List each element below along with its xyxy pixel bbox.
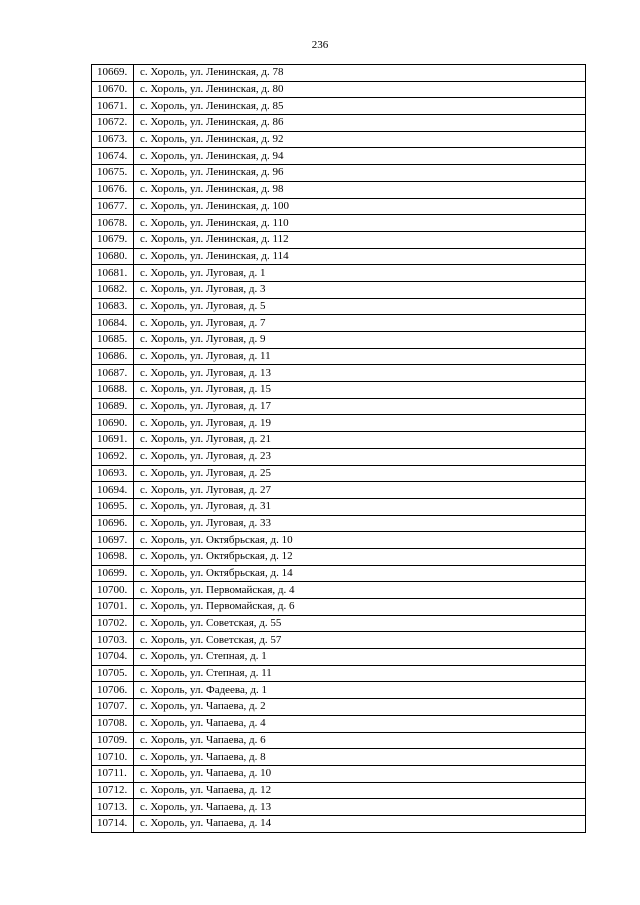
address-cell: с. Хороль, ул. Луговая, д. 19: [134, 415, 586, 432]
row-number-cell: 10682.: [92, 281, 134, 298]
table-row: [92, 665, 586, 682]
row-number-cell: 10688.: [92, 382, 134, 399]
address-cell: с. Хороль, ул. Фадеева, д. 1: [134, 682, 586, 699]
row-number-cell: 10709.: [92, 732, 134, 749]
table-row: [92, 715, 586, 732]
row-number-cell: 10713.: [92, 799, 134, 816]
row-number-cell: 10676.: [92, 181, 134, 198]
row-number-cell: 10686.: [92, 348, 134, 365]
address-cell: с. Хороль, ул. Луговая, д. 11: [134, 348, 586, 365]
address-cell: с. Хороль, ул. Луговая, д. 1: [134, 265, 586, 282]
row-number-cell: 10696.: [92, 515, 134, 532]
row-number-cell: 10706.: [92, 682, 134, 699]
address-cell: с. Хороль, ул. Ленинская, д. 98: [134, 181, 586, 198]
address-cell: с. Хороль, ул. Степная, д. 11: [134, 665, 586, 682]
row-number-cell: 10681.: [92, 265, 134, 282]
table-row: [92, 98, 586, 115]
address-cell: с. Хороль, ул. Луговая, д. 23: [134, 448, 586, 465]
row-number-cell: 10703.: [92, 632, 134, 649]
address-cell: с. Хороль, ул. Луговая, д. 31: [134, 498, 586, 515]
address-cell: с. Хороль, ул. Луговая, д. 27: [134, 482, 586, 499]
address-cell: с. Хороль, ул. Луговая, д. 15: [134, 382, 586, 399]
row-number-cell: 10700.: [92, 582, 134, 599]
address-cell: с. Хороль, ул. Ленинская, д. 92: [134, 131, 586, 148]
address-cell: с. Хороль, ул. Ленинская, д. 86: [134, 115, 586, 132]
row-number-cell: 10673.: [92, 131, 134, 148]
row-number-cell: 10675.: [92, 165, 134, 182]
address-cell: с. Хороль, ул. Чапаева, д. 6: [134, 732, 586, 749]
table-row: [92, 732, 586, 749]
row-number-cell: 10684.: [92, 315, 134, 332]
row-number-cell: 10702.: [92, 615, 134, 632]
address-cell: с. Хороль, ул. Ленинская, д. 85: [134, 98, 586, 115]
address-cell: с. Хороль, ул. Луговая, д. 9: [134, 332, 586, 349]
table-row: [92, 181, 586, 198]
table-row: [92, 782, 586, 799]
address-cell: с. Хороль, ул. Октябрьская, д. 14: [134, 565, 586, 582]
address-cell: с. Хороль, ул. Советская, д. 55: [134, 615, 586, 632]
table-row: [92, 248, 586, 265]
row-number-cell: 10699.: [92, 565, 134, 582]
address-cell: с. Хороль, ул. Луговая, д. 17: [134, 398, 586, 415]
row-number-cell: 10692.: [92, 448, 134, 465]
row-number-cell: 10677.: [92, 198, 134, 215]
row-number-cell: 10685.: [92, 332, 134, 349]
table-row: [92, 599, 586, 616]
row-number-cell: 10708.: [92, 715, 134, 732]
address-cell: с. Хороль, ул. Ленинская, д. 94: [134, 148, 586, 165]
row-number-cell: 10711.: [92, 765, 134, 782]
table-row: [92, 765, 586, 782]
row-number-cell: 10683.: [92, 298, 134, 315]
table-row: [92, 382, 586, 399]
address-cell: с. Хороль, ул. Ленинская, д. 112: [134, 231, 586, 248]
row-number-cell: 10687.: [92, 365, 134, 382]
address-cell: с. Хороль, ул. Ленинская, д. 80: [134, 81, 586, 98]
address-cell: с. Хороль, ул. Луговая, д. 5: [134, 298, 586, 315]
address-cell: с. Хороль, ул. Луговая, д. 21: [134, 432, 586, 449]
row-number-cell: 10689.: [92, 398, 134, 415]
address-cell: с. Хороль, ул. Ленинская, д. 110: [134, 215, 586, 232]
table-row: [92, 465, 586, 482]
table-row: [92, 615, 586, 632]
address-table: [91, 64, 586, 833]
address-cell: с. Хороль, ул. Чапаева, д. 4: [134, 715, 586, 732]
address-cell: с. Хороль, ул. Ленинская, д. 114: [134, 248, 586, 265]
row-number-cell: 10698.: [92, 548, 134, 565]
table-row: [92, 432, 586, 449]
row-number-cell: 10693.: [92, 465, 134, 482]
table-row: [92, 198, 586, 215]
address-cell: с. Хороль, ул. Ленинская, д. 96: [134, 165, 586, 182]
address-cell: с. Хороль, ул. Луговая, д. 13: [134, 365, 586, 382]
row-number-cell: 10707.: [92, 699, 134, 716]
address-cell: с. Хороль, ул. Октябрьская, д. 10: [134, 532, 586, 549]
address-cell: с. Хороль, ул. Первомайская, д. 4: [134, 582, 586, 599]
table-row: [92, 515, 586, 532]
table-row: [92, 65, 586, 82]
table-row: [92, 699, 586, 716]
table-row: [92, 265, 586, 282]
table-row: [92, 231, 586, 248]
address-cell: с. Хороль, ул. Первомайская, д. 6: [134, 599, 586, 616]
table-row: [92, 81, 586, 98]
address-cell: с. Хороль, ул. Октябрьская, д. 12: [134, 548, 586, 565]
table-row: [92, 682, 586, 699]
address-cell: с. Хороль, ул. Луговая, д. 25: [134, 465, 586, 482]
row-number-cell: 10672.: [92, 115, 134, 132]
row-number-cell: 10712.: [92, 782, 134, 799]
table-row: [92, 532, 586, 549]
address-cell: с. Хороль, ул. Степная, д. 1: [134, 649, 586, 666]
table-row: [92, 582, 586, 599]
address-cell: с. Хороль, ул. Чапаева, д. 10: [134, 765, 586, 782]
row-number-cell: 10710.: [92, 749, 134, 766]
row-number-cell: 10678.: [92, 215, 134, 232]
row-number-cell: 10680.: [92, 248, 134, 265]
table-row: [92, 799, 586, 816]
row-number-cell: 10670.: [92, 81, 134, 98]
table-row: [92, 131, 586, 148]
table-row: [92, 281, 586, 298]
address-cell: с. Хороль, ул. Чапаева, д. 8: [134, 749, 586, 766]
table-row: [92, 365, 586, 382]
row-number-cell: 10695.: [92, 498, 134, 515]
table-row: [92, 448, 586, 465]
address-cell: с. Хороль, ул. Советская, д. 57: [134, 632, 586, 649]
address-cell: с. Хороль, ул. Чапаева, д. 12: [134, 782, 586, 799]
row-number-cell: 10694.: [92, 482, 134, 499]
row-number-cell: 10671.: [92, 98, 134, 115]
table-row: [92, 298, 586, 315]
address-cell: с. Хороль, ул. Чапаева, д. 2: [134, 699, 586, 716]
table-row: [92, 215, 586, 232]
row-number-cell: 10679.: [92, 231, 134, 248]
row-number-cell: 10714.: [92, 815, 134, 832]
table-row: [92, 165, 586, 182]
table-row: [92, 348, 586, 365]
row-number-cell: 10697.: [92, 532, 134, 549]
table-row: [92, 332, 586, 349]
table-row: [92, 498, 586, 515]
table-row: [92, 632, 586, 649]
address-cell: с. Хороль, ул. Чапаева, д. 14: [134, 815, 586, 832]
table-row: [92, 565, 586, 582]
table-row: [92, 398, 586, 415]
table-row: [92, 482, 586, 499]
table-row: [92, 749, 586, 766]
page-number: 236: [311, 39, 329, 51]
address-cell: с. Хороль, ул. Ленинская, д. 100: [134, 198, 586, 215]
table-row: [92, 415, 586, 432]
row-number-cell: 10705.: [92, 665, 134, 682]
row-number-cell: 10704.: [92, 649, 134, 666]
address-cell: с. Хороль, ул. Луговая, д. 33: [134, 515, 586, 532]
address-cell: с. Хороль, ул. Луговая, д. 7: [134, 315, 586, 332]
address-cell: с. Хороль, ул. Чапаева, д. 13: [134, 799, 586, 816]
address-cell: с. Хороль, ул. Ленинская, д. 78: [134, 65, 586, 82]
table-row: [92, 649, 586, 666]
table-row: [92, 115, 586, 132]
row-number-cell: 10691.: [92, 432, 134, 449]
table-row: [92, 148, 586, 165]
address-table-body: [92, 65, 586, 833]
table-row: [92, 315, 586, 332]
table-row: [92, 815, 586, 832]
row-number-cell: 10701.: [92, 599, 134, 616]
table-row: [92, 548, 586, 565]
address-cell: с. Хороль, ул. Луговая, д. 3: [134, 281, 586, 298]
row-number-cell: 10690.: [92, 415, 134, 432]
row-number-cell: 10674.: [92, 148, 134, 165]
row-number-cell: 10669.: [92, 65, 134, 82]
